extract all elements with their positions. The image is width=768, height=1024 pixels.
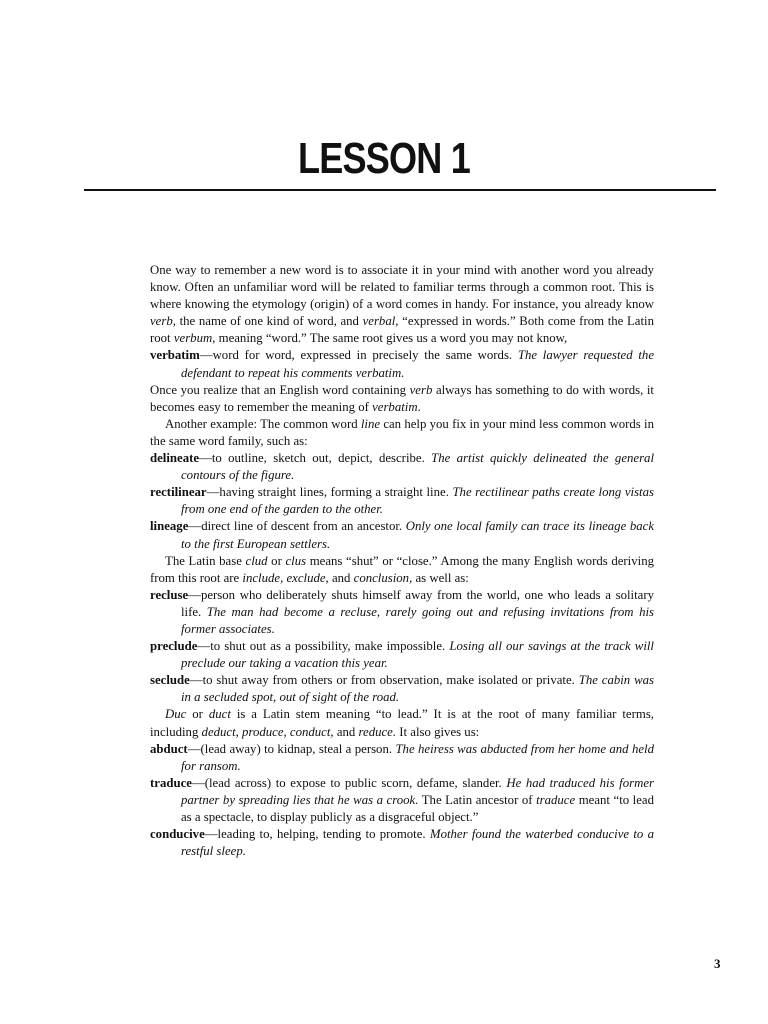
text-run: means “shut” or “close.” Among the many English words deriving from this root are xyxy=(150,553,654,585)
text-run: The Latin base xyxy=(165,553,246,568)
entry-word: recluse xyxy=(150,587,189,602)
page-title: LESSON 1 xyxy=(298,134,470,183)
text-run: deduct, produce, conduct, xyxy=(201,724,334,739)
entry-word: lineage xyxy=(150,519,189,534)
entry-verbatim xyxy=(150,347,654,381)
entry-definition: —(lead across) to expose to public scorn, defame, slander. xyxy=(191,775,507,790)
text-run: verb xyxy=(409,382,433,397)
entry-word: rectilinear xyxy=(150,485,207,500)
entry-word: preclude xyxy=(150,639,198,654)
title-rule xyxy=(84,189,716,191)
entry-example: The cabin was in a secluded spot, out of sight of the road. xyxy=(181,673,654,705)
text-run: verbal xyxy=(362,314,396,329)
page-number: 3 xyxy=(714,956,721,971)
paragraph-2 xyxy=(150,382,654,416)
text-run: One way to remember a new word is to associate it in your mind with another word you already know. Often an unfamiliar word will be related to familiar terms through a common root. This is where knowing the etymology (origin) of a word comes in handy. For instance, you already know xyxy=(150,263,654,312)
text-run: Duc xyxy=(165,707,187,722)
text-run: verbum xyxy=(173,331,213,346)
entry-word: traduce xyxy=(150,775,192,790)
lesson-body xyxy=(150,262,654,860)
entry-word: abduct xyxy=(150,741,188,756)
text-run: verb xyxy=(150,314,173,329)
entry-example: Only one local family can trace its lineage back to the first European settlers. xyxy=(181,519,655,551)
entry-example: The lawyer requested the defendant to repeat his comments verbatim. xyxy=(181,348,654,380)
text-run: Another example: The common word xyxy=(165,416,361,431)
text-run: , the name of one kind of word, and xyxy=(172,314,363,329)
text-run: always has something to do with words, it becomes easy to remember the meaning of xyxy=(150,382,654,414)
paragraph-5 xyxy=(150,706,654,740)
entry-definition: —to outline, sketch out, depict, describe. xyxy=(199,451,432,466)
text-run: clus xyxy=(285,553,307,568)
text-run: line xyxy=(360,416,381,431)
entry-definition: —having straight lines, forming a straight line. xyxy=(206,485,453,500)
entry-example: The heiress was abducted from her home and held for ransom. xyxy=(181,741,654,773)
entry-example: The artist quickly delineated the general contours of the figure. xyxy=(181,451,655,483)
text-run: Once you realize that an English word containing xyxy=(150,382,410,397)
text-run: or xyxy=(186,707,209,722)
entry-definition: —to shut out as a possibility, make impossible. xyxy=(197,639,450,654)
entry-example: The rectilinear paths create long vistas from one end of the garden to the other. xyxy=(181,485,654,517)
text-run: include, exclude, xyxy=(242,570,329,585)
entry-definition: —to shut away from others or from observation, make isolated or private. xyxy=(189,673,579,688)
entry-definition: —(lead away) to kidnap, steal a person. xyxy=(187,741,396,756)
text-run: duct xyxy=(208,707,231,722)
entry-abduct xyxy=(150,741,654,775)
text-run: can help you fix in your mind less common words in the same word family, such as: xyxy=(150,416,654,448)
intro-paragraph xyxy=(150,262,654,347)
entry-definition: —person who deliberately shuts himself away from the world, one who leads a solitary life. xyxy=(181,587,654,619)
text-run: and xyxy=(333,724,359,739)
paragraph-4 xyxy=(150,553,654,587)
text-run: and xyxy=(328,570,354,585)
text-run: , meaning “word.” The same root gives us a word you may not know, xyxy=(212,331,568,346)
entry-definition: —direct line of descent from an ancestor. xyxy=(188,519,406,534)
text-run: clud xyxy=(245,553,268,568)
entry-delineate xyxy=(150,450,654,484)
text-run: , “expressed in words.” Both come from the Latin root xyxy=(150,314,654,346)
entry-word: delineate xyxy=(150,451,200,466)
entry-note: The Latin ancestor of xyxy=(418,792,537,807)
paragraph-3 xyxy=(150,416,654,450)
entry-definition: —word for word, expressed in precisely the same words. xyxy=(199,348,518,363)
entry-word: verbatim xyxy=(150,348,200,363)
entry-note: meant “to lead as a spectacle, to display publicly as a disgraceful object.” xyxy=(181,792,654,824)
text-run: is a Latin stem meaning “to lead.” It is at the root of many familiar terms, including xyxy=(150,707,655,739)
entry-seclude xyxy=(150,672,654,706)
entry-example: Losing all our savings at the track will preclude our taking a vacation this year. xyxy=(181,639,654,671)
text-run: It also gives us: xyxy=(396,724,480,739)
entry-recluse xyxy=(150,587,654,638)
entry-word: seclude xyxy=(150,673,190,688)
entry-rectilinear xyxy=(150,484,654,518)
text-run: as well as: xyxy=(412,570,469,585)
text-run: verbatim xyxy=(372,399,418,414)
text-run: . xyxy=(417,399,421,414)
entry-word: conducive xyxy=(150,827,205,842)
entry-example: He had traduced his former partner by spreading lies that he was a crook. xyxy=(181,775,655,807)
text-run: conclusion, xyxy=(353,570,413,585)
entry-definition: —leading to, helping, tending to promote. xyxy=(204,827,430,842)
text-run: or xyxy=(267,553,286,568)
entry-conducive xyxy=(150,826,654,860)
entry-example: The man had become a recluse, rarely going out and refusing invitations from his former associates. xyxy=(181,604,654,636)
entry-note: traduce xyxy=(536,792,576,807)
entry-preclude xyxy=(150,638,654,672)
entry-lineage xyxy=(150,518,654,552)
entry-example: Mother found the waterbed conducive to a restful sleep. xyxy=(181,827,655,859)
text-run: reduce. xyxy=(358,724,397,739)
entry-traduce xyxy=(150,775,654,826)
